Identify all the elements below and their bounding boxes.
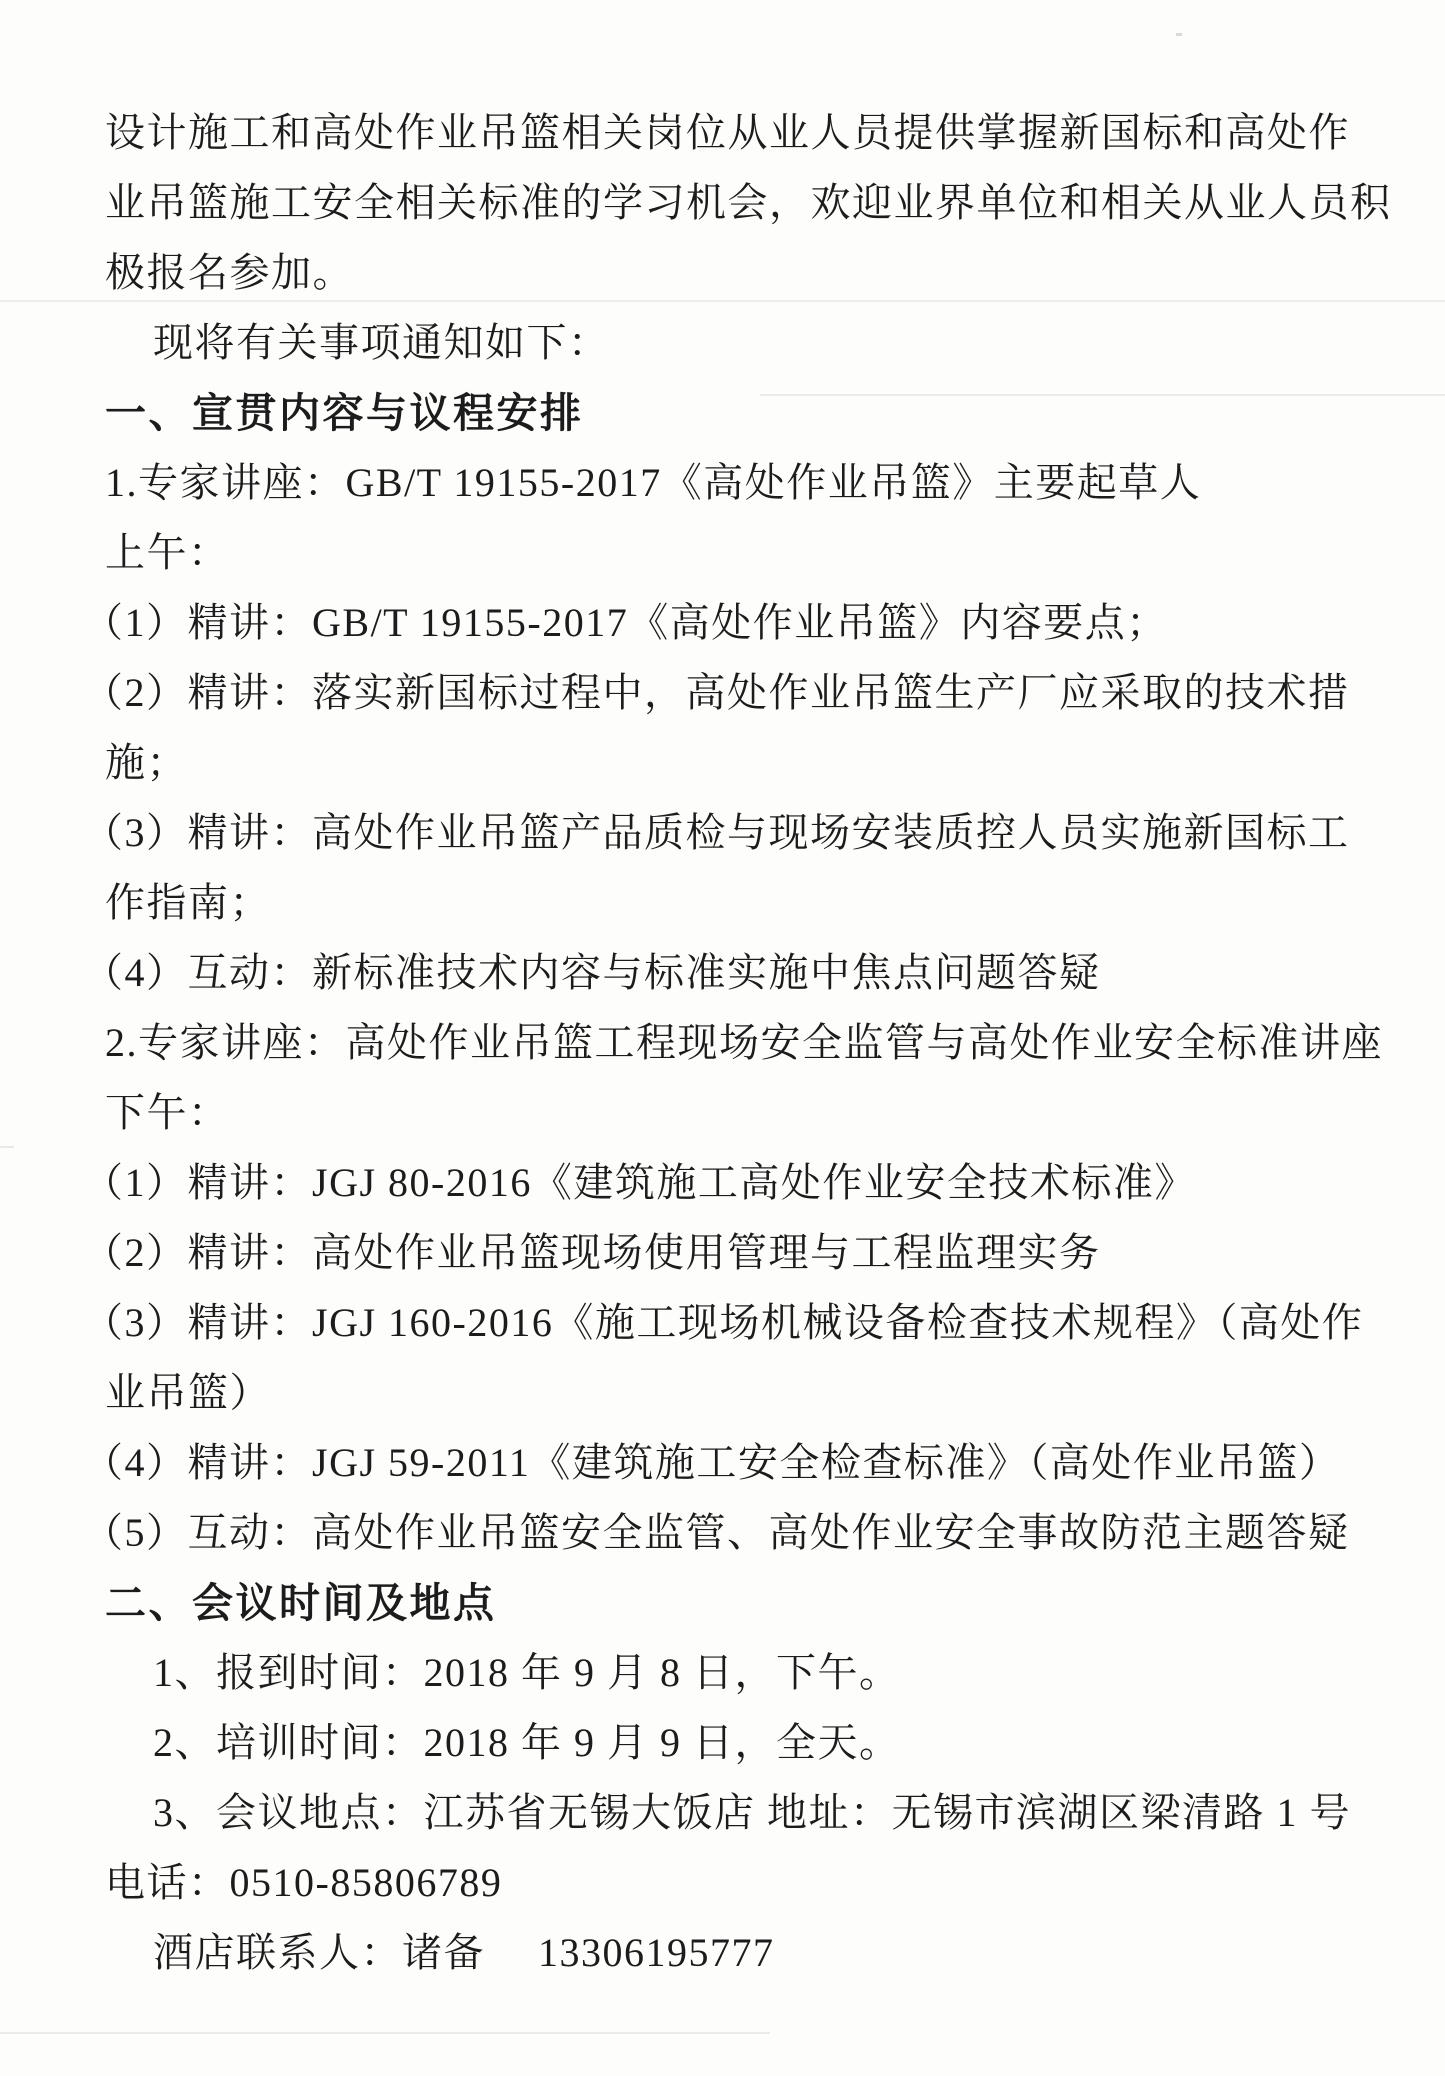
- registration-time-line: 1、报到时间：2018 年 9 月 8 日，下午。: [153, 1650, 901, 1695]
- scan-artifact: [0, 2032, 770, 2034]
- training-time-line: 2、培训时间：2018 年 9 月 9 日，全天。: [153, 1720, 901, 1765]
- afternoon-item-3-line-1: （3）精讲：JGJ 160-2016《施工现场机械设备检查技术规程》（高处作: [83, 1300, 1364, 1345]
- venue-line: 3、会议地点：江苏省无锡大饭店 地址：无锡市滨湖区梁清路 1 号: [153, 1790, 1351, 1835]
- afternoon-item-5: （5）互动：高处作业吊篮安全监管、高处作业安全事故防范主题答疑: [83, 1510, 1350, 1555]
- morning-item-2-line-1: （2）精讲：落实新国标过程中，高处作业吊篮生产厂应采取的技术措: [83, 670, 1350, 715]
- morning-item-2-line-2: 施；: [105, 740, 188, 785]
- intro-paragraph-line-1: 设计施工和高处作业吊篮相关岗位从业人员提供掌握新国标和高处作: [105, 110, 1350, 155]
- afternoon-item-3-line-2: 业吊篮）: [105, 1370, 271, 1415]
- morning-item-3-line-1: （3）精讲：高处作业吊篮产品质检与现场安装质控人员实施新国标工: [83, 810, 1350, 855]
- lecture-1-title: 1.专家讲座：GB/T 19155-2017《高处作业吊篮》主要起草人: [105, 460, 1202, 505]
- hotel-contact-line: 酒店联系人：诸备 13306195777: [153, 1930, 775, 1975]
- morning-item-4: （4）互动：新标准技术内容与标准实施中焦点问题答疑: [83, 950, 1101, 995]
- afternoon-item-1: （1）精讲：JGJ 80-2016《建筑施工高处作业安全技术标准》: [83, 1160, 1196, 1205]
- afternoon-item-2: （2）精讲：高处作业吊篮现场使用管理与工程监理实务: [83, 1230, 1101, 1275]
- afternoon-item-4: （4）精讲：JGJ 59-2011《建筑施工安全检查标准》（高处作业吊篮）: [83, 1440, 1341, 1485]
- scan-artifact: [0, 1146, 14, 1148]
- morning-label: 上午：: [105, 530, 230, 575]
- intro-paragraph-line-3: 极报名参加。: [105, 250, 354, 295]
- section-2-heading: 二、会议时间及地点: [105, 1580, 497, 1626]
- scan-artifact: [1176, 33, 1182, 36]
- morning-item-3-line-2: 作指南；: [105, 880, 271, 925]
- notice-intro-line: 现将有关事项通知如下：: [153, 320, 610, 365]
- intro-paragraph-line-2: 业吊篮施工安全相关标准的学习机会，欢迎业界单位和相关从业人员积: [105, 180, 1392, 225]
- afternoon-label: 下午：: [105, 1090, 230, 1135]
- morning-item-1: （1）精讲：GB/T 19155-2017《高处作业吊篮》内容要点；: [83, 600, 1168, 645]
- phone-line: 电话：0510-85806789: [105, 1860, 503, 1905]
- section-1-heading: 一、宣贯内容与议程安排: [105, 390, 584, 436]
- lecture-2-title: 2.专家讲座：高处作业吊篮工程现场安全监管与高处作业安全标准讲座: [105, 1020, 1383, 1065]
- notice-body: [83, 98, 1392, 1988]
